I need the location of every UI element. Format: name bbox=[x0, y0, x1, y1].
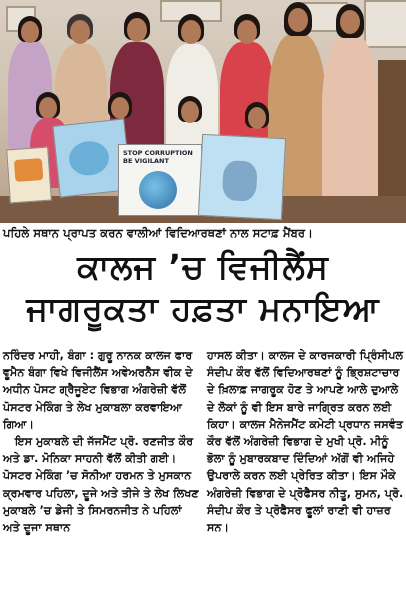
face bbox=[39, 97, 57, 119]
article-paragraph bbox=[3, 433, 201, 536]
article-text: ਹਾਸਲ ਕੀਤਾ। ਕਾਲਜ ਦੇ ਕਾਰਜਕਾਰੀ ਪ੍ਰਿੰਸੀਪਲ ਸੰਦੀਪ ਕੌਰ ਵੱਲੋਂ ਵਿਦਿਆਰਥਣਾਂ ਨੂੰ ਭ੍ਰਿਸ਼ਟਾਚਾਰ ਦੇ ਖ਼ਿਲਾਫ਼ ਜਾਗਰੂਕ ਹੋਣ ਤੇ ਆਪਣੇ ਆਲੇ ਦੁਆਲੇ ਦੇ ਲੋਕਾਂ ਨੂੰ ਵੀ ਇਸ ਬਾਰੇ ਜਾਗ੍ਰਿਤ ਕਰਨ ਲਈ ਕਿਹਾ। ਕਾਲਜ ਮੈਨੇਜਮੈਂਟ ਕਮੇਟੀ ਪ੍ਰਧਾਨ ਜਸਵੰਤ ਕੌਰ ਵੱਲੋਂ ਅੰਗਰੇਜ਼ੀ ਵਿਭਾਗ ਦੇ ਮੁਖੀ ਪ੍ਰੋ. ਮੀਨੂੰ ਭੋਲਾ ਨੂੰ ਮੁਬਾਰਕਬਾਦ ਦਿੰਦਿਆਂ ਅੱਗੋਂ ਵੀ ਅਜਿਹੇ ਉਪਰਾਲੇ ਕਰਨ ਲਈ ਪ੍ਰੇਰਿਤ ਕੀਤਾ। ਇਸ ਮੌਕੇ ਅੰਗਰੇਜ਼ੀ ਵਿਭਾਗ ਦੇ ਪ੍ਰੋਫੈਸਰ ਨੀਤੂ, ਸੁਮਨ, ਪ੍ਰੋ. ਸੰਦੀਪ ਕੌਰ ਤੇ ਪ੍ਰੋਫੈਸਰ ਫੂਲਾਂ ਰਾਣੀ ਵੀ ਹਾਜ਼ਰ ਸਨ। bbox=[207, 349, 404, 535]
face bbox=[181, 20, 201, 44]
news-photo bbox=[0, 0, 406, 223]
article-paragraph bbox=[207, 347, 405, 536]
byline: ਨਰਿੰਦਰ ਮਾਹੀ, ਬੰਗਾ : bbox=[3, 349, 95, 362]
article-column-1 bbox=[3, 347, 201, 536]
wall-frame bbox=[364, 0, 406, 48]
headline-line-1: ਕਾਲਜ ’ਚ ਵਿਜੀਲੈਂਸ bbox=[77, 247, 329, 286]
face bbox=[181, 101, 199, 123]
headline-line-2: ਜਾਗਰੂਕਤਾ ਹਫ਼ਤਾ ਮਨਾਇਆ bbox=[26, 289, 380, 328]
face bbox=[248, 107, 266, 129]
face bbox=[127, 18, 147, 42]
face bbox=[21, 21, 39, 43]
person bbox=[322, 34, 378, 214]
article-text: ਗੁਰੂ ਨਾਨਕ ਕਾਲਜ ਫਾਰ ਵੂਮੈਨ ਬੰਗਾ ਵਿਖੇ ਵਿਜੀਲੈਂਸ ਅਵੇਅਰਨੈੱਸ ਵੀਕ ਦੇ ਅਧੀਨ ਪੋਸਟ ਗ੍ਰੈਜੂਏਟ ਵਿਭਾਗ ਅੰਗਰੇਜ਼ੀ ਵੱਲੋਂ ਪੋਸਟਰ ਮੇਕਿੰਗ ਤੇ ਲੇਖ ਮੁਕਾਬਲਾ ਕਰਵਾਇਆ ਗਿਆ। bbox=[3, 349, 193, 431]
photo-caption: ਪਹਿਲੇ ਸਥਾਨ ਪ੍ਰਾਪਤ ਕਰਨ ਵਾਲੀਆਂ ਵਿਦਿਆਰਥਣਾਂ ਨਾਲ ਸਟਾਫ਼ ਮੈਂਬਰ। bbox=[3, 226, 313, 240]
poster-center bbox=[118, 144, 202, 216]
face bbox=[70, 20, 90, 44]
face bbox=[237, 20, 257, 44]
poster-right bbox=[198, 134, 286, 220]
article-paragraph bbox=[3, 347, 201, 433]
face bbox=[288, 8, 308, 32]
face bbox=[111, 97, 129, 119]
poster-center-text: STOP CORRUPTION BE VIGILANT bbox=[123, 149, 193, 165]
face bbox=[340, 10, 360, 34]
article-text: ਇਸ ਮੁਕਾਬਲੇ ਦੀ ਜੱਜਮੈਂਟ ਪ੍ਰੋ. ਰਣਜੀਤ ਕੌਰ ਅਤੇ ਡਾ. ਮੋਨਿਕਾ ਸਾਹਨੀ ਵੱਲੋਂ ਕੀਤੀ ਗਈ। ਪੋਸਟਰ ਮੇਕਿੰਗ ’ਚ ਸੋਨੀਆ ਹਰਮਨ ਤੇ ਮੁਸਕਾਨ ਕ੍ਰਮਵਾਰ ਪਹਿਲਾ, ਦੂਜੇ ਅਤੇ ਤੀਜੇ ਤੇ ਲੇਖ ਲਿਖਣ ਮੁਕਾਬਲੇ ’ਚ ਡੇਜੀ ਤੇ ਸਿਮਰਨਜੀਤ ਨੇ ਪਹਿਲਾਂ ਅਤੇ ਦੂਜਾ ਸਥਾਨ bbox=[3, 435, 199, 535]
article-column-2 bbox=[207, 347, 405, 536]
globe-drawing bbox=[139, 171, 177, 209]
poster-left bbox=[6, 147, 52, 204]
